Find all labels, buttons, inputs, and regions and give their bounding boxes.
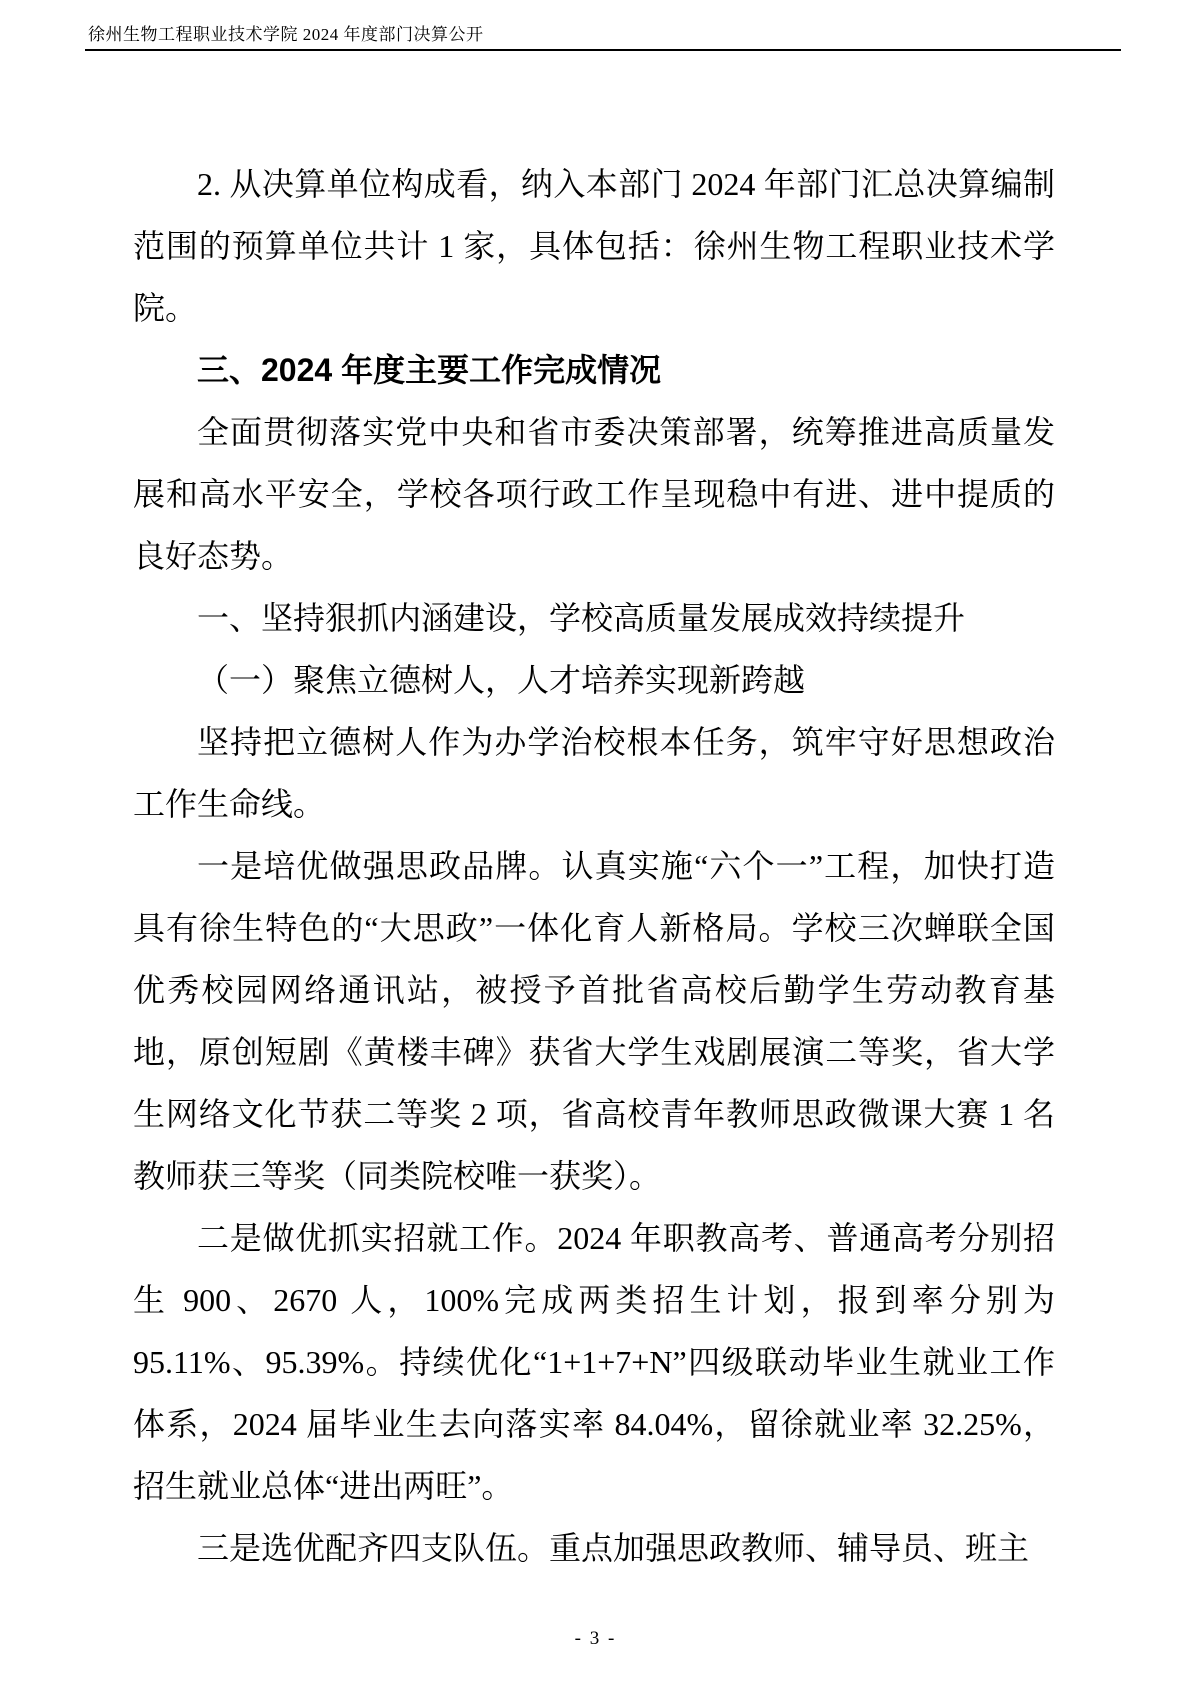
body-paragraph-7: 一是培优做强思政品牌。认真实施“六个一”工程，加快打造具有徐生特色的“大思政”一体化育人新格局。学校三次蝉联全国优秀校园网络通讯站，被授予首批省高校后勤学生劳动教育基地，原创短剧《黄楼丰碑》获省大学生戏剧展演二等奖，省大学生网络文化节获二等奖 2 项，省高校青年教师思政微课大赛 1 名教师获三等奖（同类院校唯一获奖）。 xyxy=(133,848,1055,1194)
page-number: - 3 - xyxy=(574,1628,617,1649)
heading-paragraph-5: （一）聚焦立德树人，人才培养实现新跨越 xyxy=(197,662,806,698)
body-paragraph-6: 坚持把立德树人作为办学治校根本任务，筑牢守好思想政治工作生命线。 xyxy=(133,724,1055,822)
header-title: 徐州生物工程职业技术学院 2024 年度部门决算公开 xyxy=(88,25,484,44)
header-rule xyxy=(85,49,1121,51)
page-header xyxy=(88,24,484,46)
body-paragraph-9: 三是选优配齐四支队伍。重点加强思政教师、辅导员、班主 xyxy=(197,1530,1030,1566)
heading-paragraph-2: 三、2024 年度主要工作完成情况 xyxy=(197,352,662,388)
body-paragraph-3: 全面贯彻落实党中央和省市委决策部署，统筹推进高质量发展和高水平安全，学校各项行政工作呈现稳中有进、进中提质的良好态势。 xyxy=(133,414,1055,574)
heading-paragraph-4: 一、坚持狠抓内涵建设，学校高质量发展成效持续提升 xyxy=(197,600,966,636)
body-paragraph-1: 2. 从决算单位构成看，纳入本部门 2024 年部门汇总决算编制范围的预算单位共计 1 家，具体包括：徐州生物工程职业技术学院。 xyxy=(133,166,1055,326)
page-footer xyxy=(0,1628,1191,1650)
document-body xyxy=(133,153,1055,1579)
body-paragraph-8: 二是做优抓实招就工作。2024 年职教高考、普通高考分别招生 900、2670 人，100%完成两类招生计划，报到率分别为 95.11%、95.39%。持续优化“1+1+7+N”四级联动毕业生就业工作体系，2024 届毕业生去向落实率 84.04%，留徐就业率 32.25%，招生就业总体“进出两旺”。 xyxy=(133,1220,1055,1504)
